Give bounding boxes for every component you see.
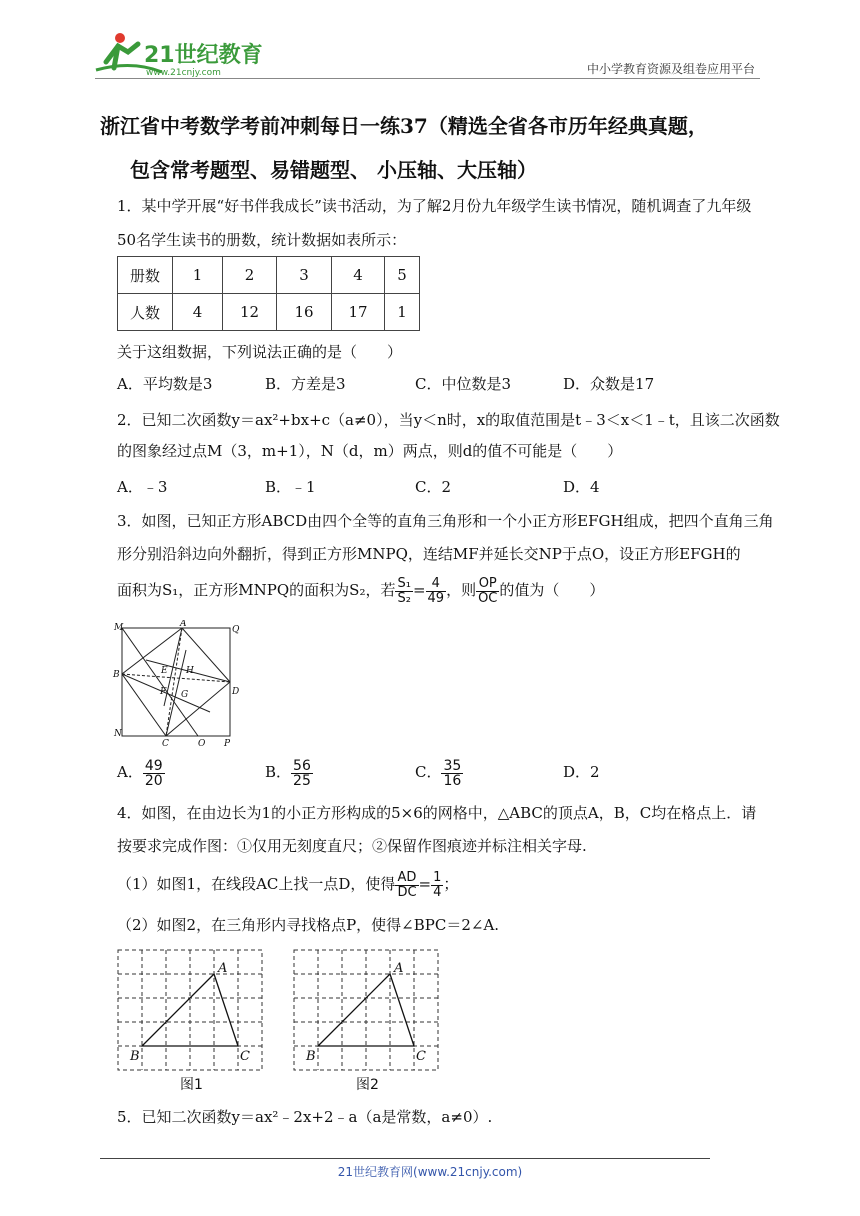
q1-line1: 1．某中学开展“好书伴我成长”读书活动，为了解2月份九年级学生读书情况，随机调查了九年级 (117, 197, 752, 215)
table-cell: 1 (173, 257, 223, 294)
page-title-line2: 包含常考题型、易错题型、 小压轴、大压轴） (130, 158, 537, 182)
q4-fig1-caption: 图1 (180, 1077, 203, 1093)
q2-option-a: A．﹣3 (117, 478, 168, 496)
label-c: C (162, 739, 169, 748)
label-m: M (114, 623, 124, 633)
label-p: P (224, 739, 231, 748)
svg-text:A: A (218, 961, 228, 976)
table-row (118, 294, 420, 331)
table-cell: 17 (332, 294, 385, 331)
svg-text:C: C (416, 1049, 426, 1064)
q3-line2: 形分别沿斜边向外翻折，得到正方形MNPQ，连结MF并延长交NP于点O，设正方形EFGH的 (117, 545, 741, 563)
q1-line2: 50名学生读书的册数，统计数据如表所示： (117, 231, 407, 249)
q2-option-b: B．﹣1 (265, 478, 316, 496)
q3-square-figure (110, 620, 250, 748)
q1-option-c: C．中位数是3 (415, 375, 512, 393)
table-row (118, 257, 420, 294)
q4-line1: 4．如图，在由边长为1的小正方形构成的5×6的网格中，△ABC的顶点A，B，C均在格点上．请 (117, 804, 757, 822)
q1-option-b: B．方差是3 (265, 375, 346, 393)
svg-text:B: B (130, 1049, 140, 1064)
page-title-line1: 浙江省中考数学考前冲刺每日一练37（精选全省各市历年经典真题， (100, 114, 708, 138)
label-b: B (113, 670, 120, 680)
q4-grid-figure-1 (112, 946, 272, 1076)
table-cell: 4 (332, 257, 385, 294)
q2-option-c: C．2 (415, 478, 452, 496)
svg-text:B: B (306, 1049, 316, 1064)
label-d: D (232, 687, 240, 697)
header-platform-name: 中小学教育资源及组卷应用平台 (586, 62, 755, 76)
q4-sub1: （1）如图1，在线段AC上找一点D，使得 $\frac{AD}{DC}$ = $\frac{1}{4}$ ； (117, 869, 459, 900)
table-cell: 16 (277, 294, 332, 331)
q4-fig2-caption: 图2 (356, 1077, 379, 1093)
q1-question: 关于这组数据，下列说法正确的是（ ） (117, 343, 403, 361)
fraction-op-oc: $\frac{OP}{OC}$ (478, 575, 498, 606)
q2-line2: 的图象经过点M（3，m+1），N（d，m）两点，则d的值不可能是（ ） (117, 442, 623, 460)
label-q: Q (232, 625, 240, 635)
site-logo (92, 30, 262, 80)
label-e: E (161, 666, 168, 676)
table-cell: 1 (385, 294, 420, 331)
label-g: G (181, 690, 189, 700)
q3-option-b: B． $\frac{56}{25}$ (265, 757, 311, 789)
label-h: H (186, 666, 194, 676)
q4-sub2: （2）如图2，在三角形内寻找格点P，使得∠BPC＝2∠A. (117, 916, 500, 934)
label-n: N (114, 729, 122, 739)
table-cell: 4 (173, 294, 223, 331)
table-cell: 12 (223, 294, 277, 331)
footer-link[interactable]: 21世纪教育网(www.21cnjy.com) (337, 1165, 523, 1179)
q3-option-a: A． $\frac{49}{20}$ (117, 757, 163, 789)
logo-url: www.21cnjy.com (146, 68, 221, 78)
q3-option-d: D．2 (563, 763, 600, 781)
label-o: O (198, 739, 206, 748)
label-f: F (160, 687, 167, 697)
table-cell: 3 (277, 257, 332, 294)
svg-text:A: A (394, 961, 404, 976)
q2-option-d: D．4 (563, 478, 600, 496)
q1-option-a: A．平均数是3 (117, 375, 213, 393)
fraction-4-49: $\frac{4}{49}$ (427, 575, 445, 606)
q2-function: y＝ax²+bx+c（a≠0），当y＜n时，x的取值范围是t﹣3＜x＜1﹣t，且该二次函数 (231, 411, 780, 429)
table-cell: 人数 (118, 294, 173, 331)
svg-text:C: C (240, 1049, 250, 1064)
fraction-s1-s2: $\frac{\text{S₁}}{\text{S₂}}$ (397, 575, 411, 606)
q3-option-c: C． $\frac{35}{16}$ (415, 757, 462, 789)
q4-grid-figure-2 (288, 946, 448, 1076)
q3-line3: 面积为S₁，正方形MNPQ的面积为S₂，若 $\frac{\text{S₁}}{\text{S₂}}$ = $\frac{4}{49}$ ，则 $\frac{OP}{OC}$ 的值为（ ） (117, 575, 605, 606)
q2-line1 (117, 410, 780, 430)
q2-number: 2．已知二次函数 (117, 411, 232, 429)
table-cell: 2 (223, 257, 277, 294)
table-cell: 5 (385, 257, 420, 294)
q1-option-d: D．众数是17 (563, 375, 655, 393)
logo-text: 21世纪教育 (144, 43, 262, 68)
q4-line2: 按要求完成作图：①仅用无刻度直尺；②保留作图痕迹并标注相关字母. (117, 837, 587, 855)
table-cell: 册数 (118, 257, 173, 294)
q5-line1: 5．已知二次函数y＝ax²﹣2x+2﹣a（a是常数，a≠0）. (117, 1108, 493, 1126)
label-a: A (180, 620, 187, 629)
q1-data-table (117, 256, 420, 331)
footer-divider (100, 1158, 710, 1159)
header-divider (95, 78, 760, 79)
q3-line1: 3．如图，已知正方形ABCD由四个全等的直角三角形和一个小正方形EFGH组成，把四个直角三角 (117, 512, 774, 530)
